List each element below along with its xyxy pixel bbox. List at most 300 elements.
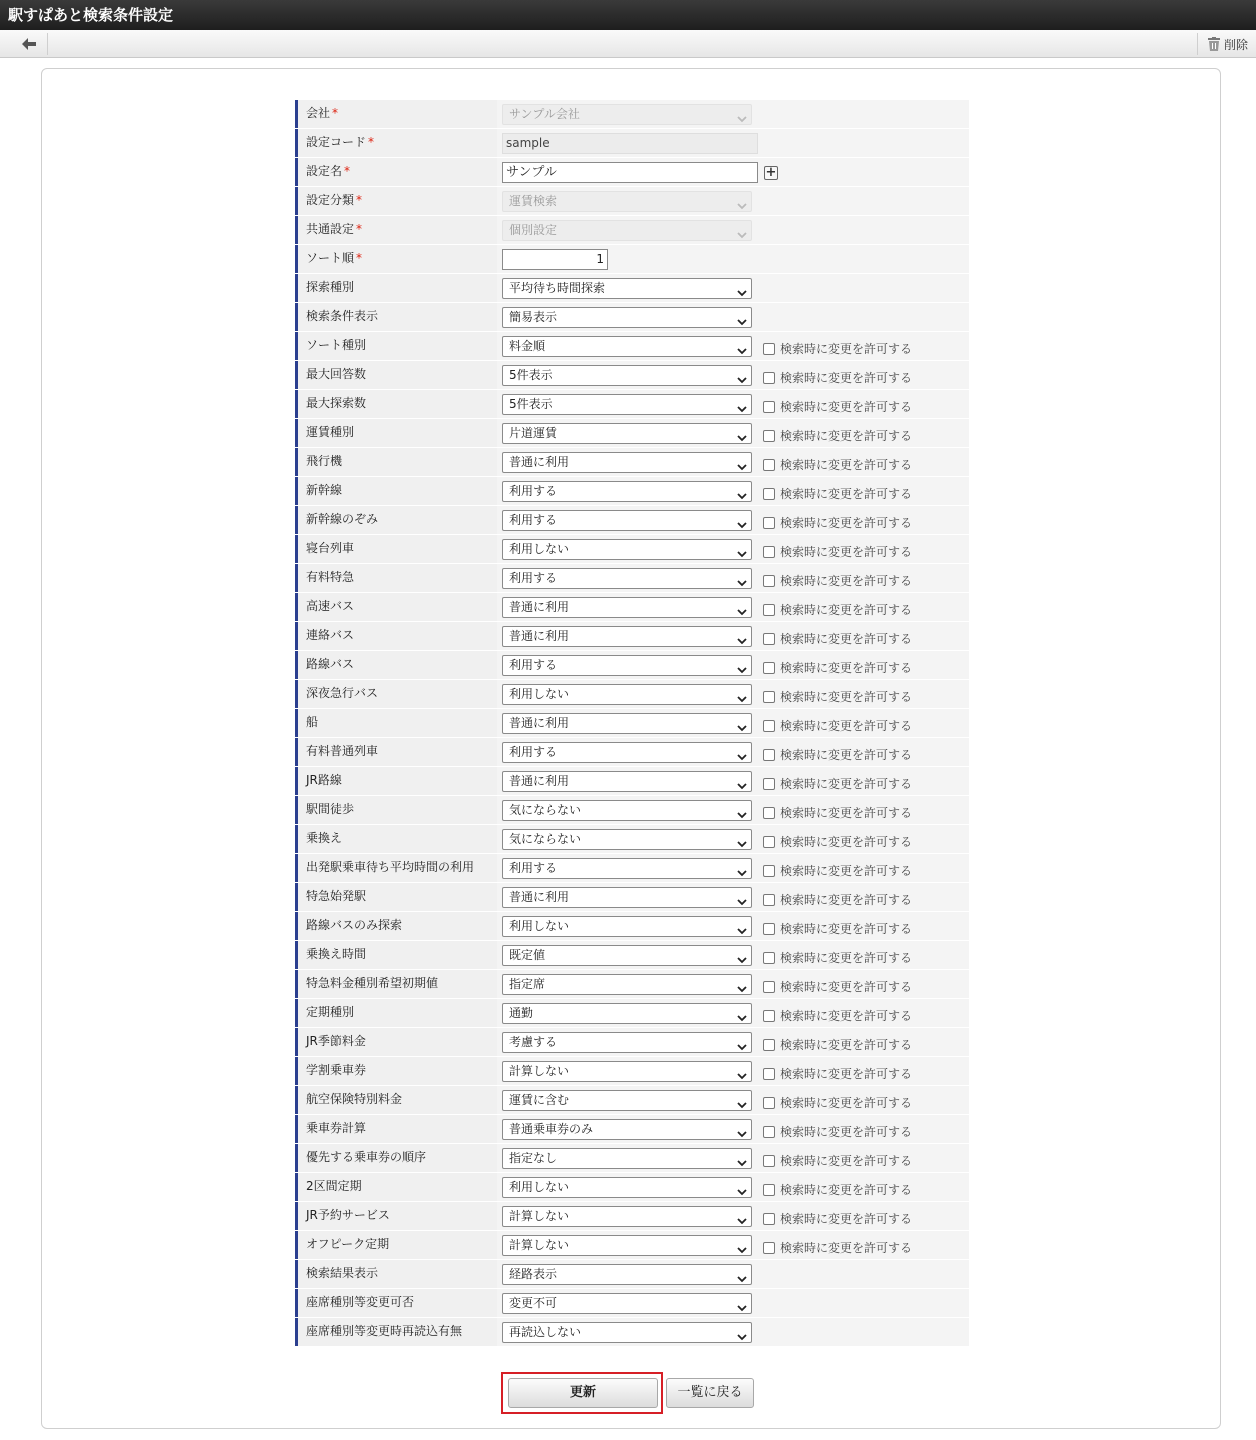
required-mark: * (344, 164, 351, 178)
select-field[interactable] (502, 945, 752, 966)
chevron-down-icon (737, 1299, 747, 1318)
select-field[interactable] (502, 1293, 752, 1314)
field-value-cell (497, 506, 969, 534)
allow-change-checkbox[interactable] (763, 862, 912, 879)
chevron-down-icon (737, 719, 747, 738)
select-field[interactable] (502, 568, 752, 589)
field-label (295, 680, 497, 708)
allow-change-checkbox[interactable] (763, 398, 912, 415)
form-row (295, 274, 969, 303)
form-row (295, 912, 969, 941)
chevron-down-icon (737, 1241, 747, 1260)
checkbox-label: 検索時に変更を許可する (780, 661, 913, 675)
field-label (295, 245, 497, 273)
allow-change-checkbox[interactable] (763, 1123, 912, 1140)
select-field[interactable] (502, 1148, 752, 1169)
select-value: 普通に利用 (509, 774, 570, 788)
checkbox-label: 検索時に変更を許可する (780, 342, 913, 356)
field-label (295, 593, 497, 621)
checkbox-box[interactable] (763, 1126, 775, 1138)
checkbox-box[interactable] (763, 488, 775, 500)
checkbox-label: 検索時に変更を許可する (780, 748, 913, 762)
select-field[interactable] (502, 1090, 752, 1111)
allow-change-checkbox[interactable] (763, 1181, 912, 1198)
form-row (295, 883, 969, 912)
field-value-cell (497, 564, 969, 592)
field-label-text: 運賃種別 (306, 425, 355, 439)
checkbox-box[interactable] (763, 633, 775, 645)
field-label-text: 最大探索数 (306, 396, 367, 410)
select-value: 運賃検索 (509, 194, 558, 208)
allow-change-checkbox[interactable] (763, 601, 912, 618)
form-row (295, 506, 969, 535)
field-value-cell (497, 622, 969, 650)
allow-change-checkbox[interactable] (763, 340, 912, 357)
select-field[interactable] (502, 1177, 752, 1198)
select-field[interactable] (502, 336, 752, 357)
field-value-cell (497, 1173, 969, 1201)
select-value: 利用する (509, 658, 558, 672)
form-row (295, 709, 969, 738)
required-mark: * (356, 222, 363, 236)
required-mark: * (356, 251, 363, 265)
checkbox-box[interactable] (763, 836, 775, 848)
form-row (295, 1173, 969, 1202)
select-value: 利用する (509, 484, 558, 498)
field-value-cell (497, 738, 969, 766)
form-row (295, 158, 969, 187)
field-label (295, 1057, 497, 1085)
select-value: 普通に利用 (509, 455, 570, 469)
checkbox-box[interactable] (763, 372, 775, 384)
form-row (295, 419, 969, 448)
checkbox-label: 検索時に変更を許可する (780, 371, 913, 385)
field-label-text: 路線バス (306, 657, 355, 671)
form-row (295, 941, 969, 970)
select-value: 料金順 (509, 339, 546, 353)
checkbox-box[interactable] (763, 1068, 775, 1080)
checkbox-box[interactable] (763, 575, 775, 587)
select-field[interactable] (502, 452, 752, 473)
select-value: 変更不可 (509, 1296, 558, 1310)
field-label (295, 477, 497, 505)
field-value-cell (497, 854, 969, 882)
field-label (295, 883, 497, 911)
select-value: 気にならない (509, 803, 582, 817)
form-row (295, 651, 969, 680)
select-field[interactable] (502, 539, 752, 560)
field-label-text: 特急始発駅 (306, 889, 367, 903)
checkbox-label: 検索時に変更を許可する (780, 1096, 913, 1110)
allow-change-checkbox[interactable] (763, 1007, 912, 1024)
select-field[interactable] (502, 771, 752, 792)
allow-change-checkbox[interactable] (763, 485, 912, 502)
text-field[interactable]: サンプル (502, 162, 758, 183)
field-label-text: 新幹線 (306, 483, 343, 497)
select-field[interactable] (502, 829, 752, 850)
checkbox-box[interactable] (763, 807, 775, 819)
form-row (295, 1115, 969, 1144)
allow-change-checkbox[interactable] (763, 1152, 912, 1169)
chevron-down-icon (737, 1038, 747, 1057)
field-label (295, 970, 497, 998)
field-label-text: JR季節料金 (306, 1034, 366, 1048)
checkbox-label: 検索時に変更を許可する (780, 893, 913, 907)
chevron-down-icon (737, 110, 747, 129)
checkbox-box[interactable] (763, 604, 775, 616)
select-field[interactable] (502, 307, 752, 328)
checkbox-label: 検索時に変更を許可する (780, 864, 913, 878)
form-row (295, 825, 969, 854)
select-value: 計算しない (509, 1064, 570, 1078)
checkbox-box[interactable] (763, 662, 775, 674)
form-row (295, 1231, 969, 1260)
arrow-left-icon (22, 38, 36, 50)
form-row (295, 477, 969, 506)
chevron-down-icon (737, 806, 747, 825)
field-value-cell (497, 651, 969, 679)
chevron-down-icon (737, 864, 747, 883)
select-field[interactable] (502, 278, 752, 299)
field-value-cell (497, 535, 969, 563)
chevron-down-icon (737, 516, 747, 535)
checkbox-label: 検索時に変更を許可する (780, 632, 913, 646)
update-button[interactable]: 更新 (508, 1378, 658, 1408)
form-row (295, 854, 969, 883)
delete-label: 削除 (1223, 37, 1248, 52)
field-label-text: 共通設定 (306, 222, 355, 236)
select-value: 普通に利用 (509, 716, 570, 730)
field-value-cell (497, 1144, 969, 1172)
field-label (295, 999, 497, 1027)
select-field[interactable] (502, 974, 752, 995)
select-field[interactable] (502, 626, 752, 647)
field-label-text: 航空保険特別料金 (306, 1092, 403, 1106)
window-title: 駅すぱあと検索条件設定 (0, 0, 1256, 30)
field-value-cell (497, 767, 969, 795)
allow-change-checkbox[interactable] (763, 949, 912, 966)
form-row (295, 448, 969, 477)
field-value-cell (497, 1289, 969, 1317)
field-label (295, 1202, 497, 1230)
checkbox-box[interactable] (763, 778, 775, 790)
select-value: 普通に利用 (509, 629, 570, 643)
allow-change-checkbox[interactable] (763, 456, 912, 473)
select-field[interactable] (502, 597, 752, 618)
select-field[interactable] (502, 481, 752, 502)
select-value: サンプル会社 (509, 107, 580, 121)
field-value-cell (497, 187, 969, 215)
select-field[interactable] (502, 742, 752, 763)
field-label (295, 709, 497, 737)
checkbox-label: 検索時に変更を許可する (780, 429, 913, 443)
select-value: 利用する (509, 571, 558, 585)
select-value: 運賃に含む (509, 1093, 570, 1107)
select-value: 利用する (509, 861, 558, 875)
chevron-down-icon (737, 1270, 747, 1289)
settings-form (295, 100, 969, 1347)
allow-change-checkbox[interactable] (763, 688, 912, 705)
back-to-list-button[interactable]: 一覧に戻る (666, 1378, 754, 1408)
select-value: 普通乗車券のみ (509, 1122, 594, 1136)
number-field[interactable]: 1 (502, 249, 608, 270)
allow-change-checkbox[interactable] (763, 543, 912, 560)
select-field[interactable] (502, 858, 752, 879)
checkbox-box[interactable] (763, 343, 775, 355)
checkbox-box[interactable] (763, 1155, 775, 1167)
field-value-cell (497, 1318, 969, 1346)
field-value-cell (497, 709, 969, 737)
allow-change-checkbox[interactable] (763, 920, 912, 937)
checkbox-label: 検索時に変更を許可する (780, 1038, 913, 1052)
field-label-text: 学割乗車券 (306, 1063, 367, 1077)
select-field[interactable] (502, 423, 752, 444)
checkbox-box[interactable] (763, 865, 775, 877)
form-row (295, 1028, 969, 1057)
field-value-cell (497, 1231, 969, 1259)
checkbox-box[interactable] (763, 401, 775, 413)
select-value: 経路表示 (509, 1267, 558, 1281)
checkbox-label: 検索時に変更を許可する (780, 458, 913, 472)
checkbox-label: 検索時に変更を許可する (780, 1183, 913, 1197)
select-field[interactable] (502, 1264, 752, 1285)
field-label-text: 駅間徒歩 (306, 802, 355, 816)
select-value: 利用しない (509, 1180, 570, 1194)
field-label-text: 新幹線のぞみ (306, 512, 379, 526)
form-row (295, 593, 969, 622)
checkbox-box[interactable] (763, 1097, 775, 1109)
chevron-down-icon (737, 458, 747, 477)
field-label (295, 941, 497, 969)
field-label-text: 乗換え (306, 831, 343, 845)
field-label (295, 738, 497, 766)
field-value-cell (497, 245, 969, 273)
checkbox-box[interactable] (763, 981, 775, 993)
field-value-cell (497, 1202, 969, 1230)
checkbox-box[interactable] (763, 952, 775, 964)
allow-change-checkbox[interactable] (763, 1239, 912, 1256)
checkbox-box[interactable] (763, 923, 775, 935)
select-value: 通勤 (509, 1006, 534, 1020)
select-field[interactable] (502, 916, 752, 937)
field-value-cell (497, 1260, 969, 1288)
allow-change-checkbox[interactable] (763, 978, 912, 995)
select-field[interactable] (502, 1061, 752, 1082)
field-label (295, 274, 497, 302)
allow-change-checkbox[interactable] (763, 1036, 912, 1053)
allow-change-checkbox[interactable] (763, 369, 912, 386)
field-value-cell (497, 129, 969, 157)
field-label (295, 100, 497, 128)
field-label (295, 1144, 497, 1172)
checkbox-box[interactable] (763, 1039, 775, 1051)
field-value-cell (497, 303, 969, 331)
allow-change-checkbox[interactable] (763, 804, 912, 821)
allow-change-checkbox[interactable] (763, 891, 912, 908)
checkbox-box[interactable] (763, 546, 775, 558)
chevron-down-icon (737, 342, 747, 361)
select-value: 指定なし (509, 1151, 558, 1165)
text-field: sample (502, 133, 758, 154)
checkbox-box[interactable] (763, 894, 775, 906)
add-translation-button[interactable]: + (765, 165, 777, 180)
field-label-text: オフピーク定期 (306, 1237, 390, 1251)
select-value: 指定席 (509, 977, 546, 991)
checkbox-label: 検索時に変更を許可する (780, 574, 913, 588)
field-label (295, 622, 497, 650)
field-value-cell (497, 999, 969, 1027)
allow-change-checkbox[interactable] (763, 833, 912, 850)
allow-change-checkbox[interactable] (763, 572, 912, 589)
field-label-text: 探索種別 (306, 280, 355, 294)
select-value: 気にならない (509, 832, 582, 846)
checkbox-box[interactable] (763, 1184, 775, 1196)
field-label-text: 検索結果表示 (306, 1266, 379, 1280)
allow-change-checkbox[interactable] (763, 746, 912, 763)
checkbox-box[interactable] (763, 1242, 775, 1254)
field-label (295, 1318, 497, 1346)
chevron-down-icon (737, 1212, 747, 1231)
required-mark: * (332, 106, 339, 120)
form-row (295, 999, 969, 1028)
select-field[interactable] (502, 510, 752, 531)
checkbox-label: 検索時に変更を許可する (780, 951, 913, 965)
checkbox-box[interactable] (763, 430, 775, 442)
allow-change-checkbox[interactable] (763, 659, 912, 676)
select-value: 利用しない (509, 542, 570, 556)
select-field[interactable] (502, 394, 752, 415)
select-value: 普通に利用 (509, 600, 570, 614)
field-value-cell (497, 274, 969, 302)
field-value-cell (497, 680, 969, 708)
checkbox-box[interactable] (763, 459, 775, 471)
checkbox-label: 検索時に変更を許可する (780, 1009, 913, 1023)
allow-change-checkbox[interactable] (763, 630, 912, 647)
required-mark: * (368, 135, 375, 149)
checkbox-label: 検索時に変更を許可する (780, 487, 913, 501)
allow-change-checkbox[interactable] (763, 1210, 912, 1227)
chevron-down-icon (737, 893, 747, 912)
allow-change-checkbox[interactable] (763, 1094, 912, 1111)
chevron-down-icon (737, 603, 747, 622)
checkbox-box[interactable] (763, 517, 775, 529)
form-row (295, 738, 969, 767)
allow-change-checkbox[interactable] (763, 775, 912, 792)
select-field[interactable] (502, 1235, 752, 1256)
chevron-down-icon (737, 226, 747, 245)
field-value-cell (497, 825, 969, 853)
form-row (295, 796, 969, 825)
checkbox-label: 検索時に変更を許可する (780, 400, 913, 414)
checkbox-box[interactable] (763, 1213, 775, 1225)
select-field[interactable] (502, 1003, 752, 1024)
field-label (295, 651, 497, 679)
allow-change-checkbox[interactable] (763, 427, 912, 444)
select-value: 5件表示 (509, 368, 553, 382)
field-label-text: 優先する乗車券の順序 (306, 1150, 427, 1164)
select-value: 5件表示 (509, 397, 553, 411)
field-label (295, 535, 497, 563)
field-label-text: 路線バスのみ探索 (306, 918, 403, 932)
field-value-cell (497, 361, 969, 389)
chevron-down-icon (737, 545, 747, 564)
select-field[interactable] (502, 655, 752, 676)
field-label (295, 854, 497, 882)
field-label-text: 乗車券計算 (306, 1121, 367, 1135)
allow-change-checkbox[interactable] (763, 717, 912, 734)
select-field[interactable] (502, 887, 752, 908)
form-row (295, 216, 969, 245)
field-label (295, 796, 497, 824)
field-label (295, 187, 497, 215)
form-row (295, 535, 969, 564)
checkbox-label: 検索時に変更を許可する (780, 1154, 913, 1168)
checkbox-box[interactable] (763, 720, 775, 732)
form-row (295, 245, 969, 274)
field-label-text: 検索条件表示 (306, 309, 379, 323)
field-value-cell (497, 883, 969, 911)
form-row (295, 1144, 969, 1173)
select-field[interactable] (502, 800, 752, 821)
checkbox-label: 検索時に変更を許可する (780, 777, 913, 791)
chevron-down-icon (737, 400, 747, 419)
select-value: 利用する (509, 513, 558, 527)
allow-change-checkbox[interactable] (763, 514, 912, 531)
field-label (295, 419, 497, 447)
checkbox-box[interactable] (763, 1010, 775, 1022)
field-label (295, 303, 497, 331)
delete-button[interactable] (1197, 33, 1248, 55)
select-field[interactable] (502, 684, 752, 705)
select-field[interactable] (502, 1322, 752, 1343)
checkbox-label: 検索時に変更を許可する (780, 1241, 913, 1255)
field-value-cell (497, 1086, 969, 1114)
select-value: 利用しない (509, 687, 570, 701)
checkbox-label: 検索時に変更を許可する (780, 545, 913, 559)
checkbox-label: 検索時に変更を許可する (780, 806, 913, 820)
field-label (295, 1231, 497, 1259)
field-value-cell (497, 390, 969, 418)
chevron-down-icon (737, 748, 747, 767)
select-field[interactable] (502, 713, 752, 734)
select-value: 既定値 (509, 948, 546, 962)
checkbox-label: 検索時に変更を許可する (780, 719, 913, 733)
checkbox-label: 検索時に変更を許可する (780, 1212, 913, 1226)
checkbox-box[interactable] (763, 749, 775, 761)
select-field[interactable] (502, 1119, 752, 1140)
field-label-text: 深夜急行バス (306, 686, 379, 700)
field-value-cell (497, 419, 969, 447)
select-field (502, 220, 752, 241)
field-value-cell (497, 593, 969, 621)
form-row (295, 564, 969, 593)
select-field[interactable] (502, 365, 752, 386)
field-label-text: JR路線 (306, 773, 342, 787)
back-button[interactable] (10, 33, 48, 55)
checkbox-box[interactable] (763, 691, 775, 703)
field-label-text: 高速バス (306, 599, 355, 613)
field-value-cell (497, 970, 969, 998)
field-label (295, 129, 497, 157)
field-label-text: 定期種別 (306, 1005, 355, 1019)
allow-change-checkbox[interactable] (763, 1065, 912, 1082)
select-field[interactable] (502, 1206, 752, 1227)
field-label-text: JR予約サービス (306, 1208, 390, 1222)
field-label (295, 912, 497, 940)
field-value-cell (497, 477, 969, 505)
select-field[interactable] (502, 1032, 752, 1053)
chevron-down-icon (737, 1183, 747, 1202)
